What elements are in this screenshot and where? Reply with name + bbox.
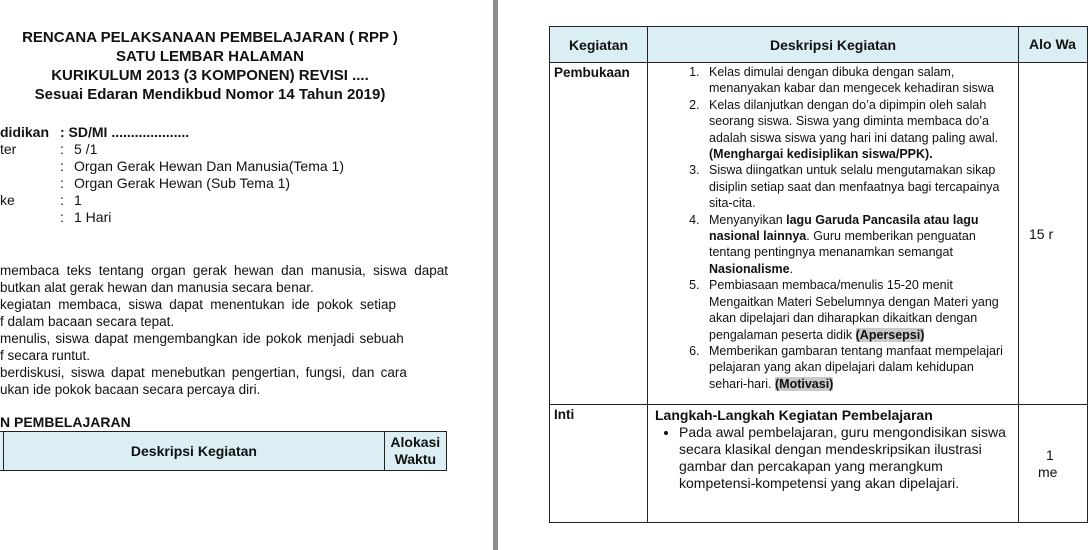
inti-alokasi-line: me <box>1038 463 1058 480</box>
section-heading: N PEMBELAJARAN <box>0 414 131 430</box>
objective-line: butkan alat gerak hewan dan manusia secara benar. <box>0 280 314 295</box>
activity-table <box>549 26 1088 523</box>
identity-value: 1 <box>74 192 82 208</box>
objective-line: kegiatan membaca, siswa dapat menentukan ide pokok setiap <box>0 297 397 312</box>
row-label-inti: Inti <box>550 405 648 523</box>
identity-label: didikan <box>0 124 50 140</box>
title-line-3: KURIKULUM 2013 (3 KOMPONEN) REVISI .... <box>51 67 369 84</box>
title-line-1: RENCANA PELAKSANAAN PEMBELAJARAN ( RPP ) <box>22 29 398 46</box>
pembukaan-alokasi: 15 r <box>1019 63 1088 405</box>
header-cell-alokasi: Alo Wa <box>1019 27 1088 63</box>
row-label-pembukaan: Pembukaan <box>550 63 648 405</box>
identity-value: 1 Hari <box>74 209 112 225</box>
inti-alokasi <box>1019 405 1088 523</box>
identity-colon: : <box>60 209 64 225</box>
objective-line: f dalam bacaan secara tepat. <box>0 314 175 329</box>
identity-label: ter <box>0 141 17 157</box>
pembukaan-steps-cell <box>648 63 1019 405</box>
inti-bullet: • Pada awal pembelajaran, guru mengondisikan siswa secara klasikal dengan mendeskripsikan ilustrasi gambar dan percakapan yang merangkum kompetensi-kompetensi yang akan dipelajari. <box>679 424 1009 492</box>
identity-colon: : <box>60 175 64 191</box>
step-text: (Menghargai kedisiplikan siswa/PPK). <box>709 147 933 162</box>
step-text: Pembiasaan membaca/menulis 15-20 menit Mengaitkan Materi Sebelumnya dengan Materi yang akan dipelajari dan diharapkan dikaitkan dengan pengalaman peserta didik <box>709 278 999 342</box>
identity-label: ke <box>0 192 15 208</box>
header-cell-alokasi: Alokasi Waktu <box>384 432 446 471</box>
objective-line: f secara runtut. <box>0 348 91 363</box>
identity-value: : SD/MI .................... <box>60 124 190 140</box>
step-text: Nasionalisme <box>709 261 790 276</box>
step-text: (Apersepsi) <box>855 327 925 342</box>
pembukaan-step <box>703 97 1013 163</box>
inti-cell <box>648 405 1019 523</box>
step-text: lagu Garuda Pancasila atau lagu nasional lainnya <box>709 212 979 244</box>
pembukaan-step <box>703 162 1013 211</box>
activity-table-header <box>0 431 447 471</box>
inti-heading: Langkah-Langkah Kegiatan Pembelajaran <box>655 407 933 423</box>
step-text: Menyanyikan <box>709 212 787 227</box>
step-text: . <box>789 261 794 276</box>
objective-line: ukan ide pokok bacaan secara percaya diri. <box>0 382 261 397</box>
title-line-2: SATU LEMBAR HALAMAN <box>115 48 305 65</box>
identity-colon: : <box>60 158 64 174</box>
objective-line: membaca teks tentang organ gerak hewan dan manusia, siswa dapat <box>0 263 448 278</box>
pembukaan-steps-list <box>649 64 1017 392</box>
identity-value: 5 /1 <box>74 141 98 157</box>
step-text: Siswa diingatkan untuk selalu mengutamakan sikap disiplin setiap saat dan menfaatnya bagi tercapainya sita-cita. <box>709 163 1000 211</box>
step-text: Kelas dilanjutkan dengan do’a dipimpin oleh salah seorang siswa. Siswa yang diminta membaca do’a adalah siswa siswa yang hari ini datang paling awal. <box>709 97 999 145</box>
identity-colon: : <box>60 192 64 208</box>
identity-value: Organ Gerak Hewan Dan Manusia(Tema 1) <box>74 158 345 174</box>
right-document-page <box>498 0 1076 550</box>
step-text: (Motivasi) <box>775 376 834 391</box>
pembukaan-step <box>703 343 1013 392</box>
identity-colon: : <box>60 141 64 157</box>
objective-line: berdiskusi, siswa dapat menebutkan pengertian, fungsi, dan cara <box>0 365 407 380</box>
left-document-page <box>0 0 493 550</box>
pembukaan-step <box>703 212 1013 278</box>
title-line-4: Sesuai Edaran Mendikbud Nomor 14 Tahun 2019) <box>34 86 386 103</box>
inti-alokasi-line: 1 <box>1046 446 1054 463</box>
step-text: Kelas dimulai dengan dibuka dengan salam, menanyakan kabar dan mengecek kehadiran siswa <box>709 65 994 96</box>
header-cell-kegiatan: Kegiatan <box>550 27 648 63</box>
inti-bullet-list <box>649 424 1017 492</box>
header-cell-deskripsi: Deskripsi Kegiatan <box>4 432 384 471</box>
objective-line: menulis, siswa dapat mengembangkan ide pokok menjadi sebuah <box>0 331 404 346</box>
identity-value: Organ Gerak Hewan (Sub Tema 1) <box>74 175 291 191</box>
header-cell-deskripsi: Deskripsi Kegiatan <box>648 27 1019 63</box>
step-text: Memberikan gambaran tentang manfaat mempelajari pelajaran yang akan dipelajari dalam kehidupan sehari-hari. <box>709 343 1003 391</box>
step-text: . Guru memberikan penguatan tentang pentingnya menanamkan semangat <box>709 229 976 260</box>
pembukaan-step <box>703 64 1013 97</box>
pembukaan-step <box>703 277 1013 343</box>
